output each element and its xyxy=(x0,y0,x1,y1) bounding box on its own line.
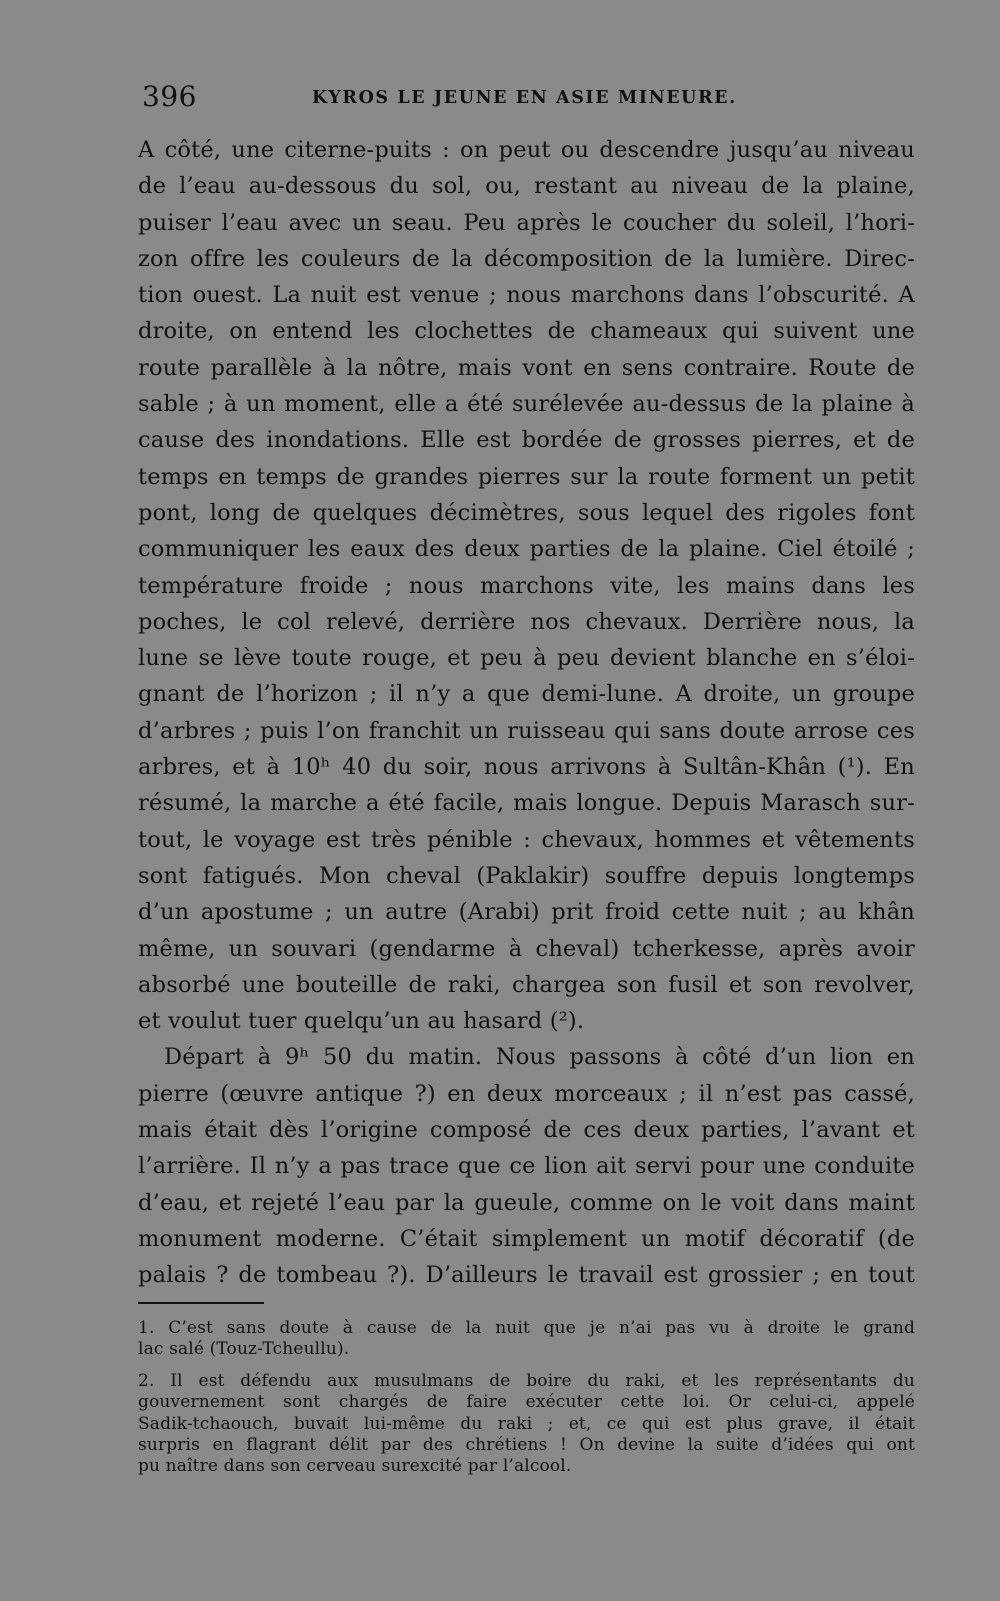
footnote-line: Sadik-tchaouch, buvait lui-même du raki ; et, ce qui est plus grave, il était xyxy=(138,1413,915,1434)
page-number: 396 xyxy=(142,80,197,113)
text-line: lune se lève toute rouge, et peu à peu devient blanche en s’éloi- xyxy=(138,645,915,672)
text-line: d’un apostume ; un autre (Arabi) prit froid cette nuit ; au khân xyxy=(138,899,915,926)
page-header xyxy=(138,80,915,116)
text-line: gnant de l’horizon ; il n’y a que demi-lune. A droite, un groupe xyxy=(138,681,915,708)
text-line: température froide ; nous marchons vite, les mains dans les xyxy=(138,572,915,599)
footnote-line: 2. Il est défendu aux musulmans de boire du raki, et les représentants du xyxy=(138,1370,915,1391)
book-page xyxy=(138,70,915,1550)
text-line: sont fatigués. Mon cheval (Paklakir) souffre depuis longtemps xyxy=(138,862,915,889)
text-line: palais ? de tombeau ?). D’ailleurs le travail est grossier ; en tout xyxy=(138,1262,915,1289)
footnote-spacer xyxy=(138,1361,915,1371)
footnote-line: lac salé (Touz-Tcheullu). xyxy=(138,1339,350,1360)
text-line: mais était dès l’origine composé de ces deux parties, l’avant et xyxy=(138,1117,915,1144)
text-line: même, un souvari (gendarme à cheval) tcherkesse, après avoir xyxy=(138,935,915,962)
text-line: pierre (œuvre antique ?) en deux morceaux ; il n’est pas cassé, xyxy=(138,1080,915,1107)
body-text xyxy=(138,132,915,1294)
text-line: zon offre les couleurs de la décomposition de la lumière. Direc- xyxy=(138,245,915,272)
text-line: d’arbres ; puis l’on franchit un ruisseau qui sans doute arrose ces xyxy=(138,717,915,744)
footnote-line: 1. C’est sans doute à cause de la nuit que je n’ai pas vu à droite le grand xyxy=(138,1318,915,1338)
text-line-paragraph-start: Départ à 9ʰ 50 du matin. Nous passons à côté d’un lion en xyxy=(164,1044,915,1071)
text-line: droite, on entend les clochettes de chameaux qui suivent une xyxy=(138,318,915,345)
text-line: absorbé une bouteille de raki, chargea son fusil et son revolver, xyxy=(138,971,915,998)
footnote-line: pu naître dans son cerveau surexcité par l’alcool. xyxy=(138,1456,572,1477)
footnote-line: gouvernement sont chargés de faire exécuter cette loi. Or celui-ci, appelé xyxy=(138,1392,915,1413)
text-line: monument moderne. C’était simplement un motif décoratif (de xyxy=(138,1225,915,1252)
text-line: d’eau, et rejeté l’eau par la gueule, comme on le voit dans maint xyxy=(138,1189,915,1216)
text-line: puiser l’eau avec un seau. Peu après le coucher du soleil, l’hori- xyxy=(138,209,915,236)
footnotes xyxy=(138,1318,915,1478)
text-line: route parallèle à la nôtre, mais vont en sens contraire. Route de xyxy=(138,354,915,381)
text-line: l’arrière. Il n’y a pas trace que ce lion ait servi pour une conduite xyxy=(138,1153,915,1180)
text-line: de l’eau au-dessous du sol, ou, restant au niveau de la plaine, xyxy=(138,173,915,200)
text-line-paragraph-end: et voulut tuer quelqu’un au hasard (²). xyxy=(138,1008,585,1035)
text-line: pont, long de quelques décimètres, sous lequel des rigoles font xyxy=(138,499,915,526)
footnote-1 xyxy=(138,1318,915,1361)
text-line: sable ; à un moment, elle a été surélevée au-dessus de la plaine à xyxy=(138,391,915,418)
text-line: communiquer les eaux des deux parties de la plaine. Ciel étoilé ; xyxy=(138,536,915,563)
text-line: A côté, une citerne-puits : on peut ou descendre jusqu’au niveau xyxy=(138,137,915,163)
text-line: tion ouest. La nuit est venue ; nous marchons dans l’obscurité. A xyxy=(138,282,915,309)
running-head: KYROS LE JEUNE EN ASIE MINEURE. xyxy=(312,88,737,108)
text-line: résumé, la marche a été facile, mais longue. Depuis Marasch sur- xyxy=(138,790,915,817)
text-line: arbres, et à 10ʰ 40 du soir, nous arrivons à Sultân-Khân (¹). En xyxy=(138,754,915,781)
text-line: cause des inondations. Elle est bordée de grosses pierres, et de xyxy=(138,427,915,454)
footnote-line: surpris en flagrant délit par des chrétiens ! On devine la suite d’idées qui ont xyxy=(138,1435,915,1456)
text-line: temps en temps de grandes pierres sur la route forment un petit xyxy=(138,463,915,490)
text-line: poches, le col relevé, derrière nos chevaux. Derrière nous, la xyxy=(138,608,915,635)
text-line: tout, le voyage est très pénible : chevaux, hommes et vêtements xyxy=(138,826,915,853)
footnote-divider xyxy=(138,1302,264,1304)
footnote-2 xyxy=(138,1371,915,1478)
